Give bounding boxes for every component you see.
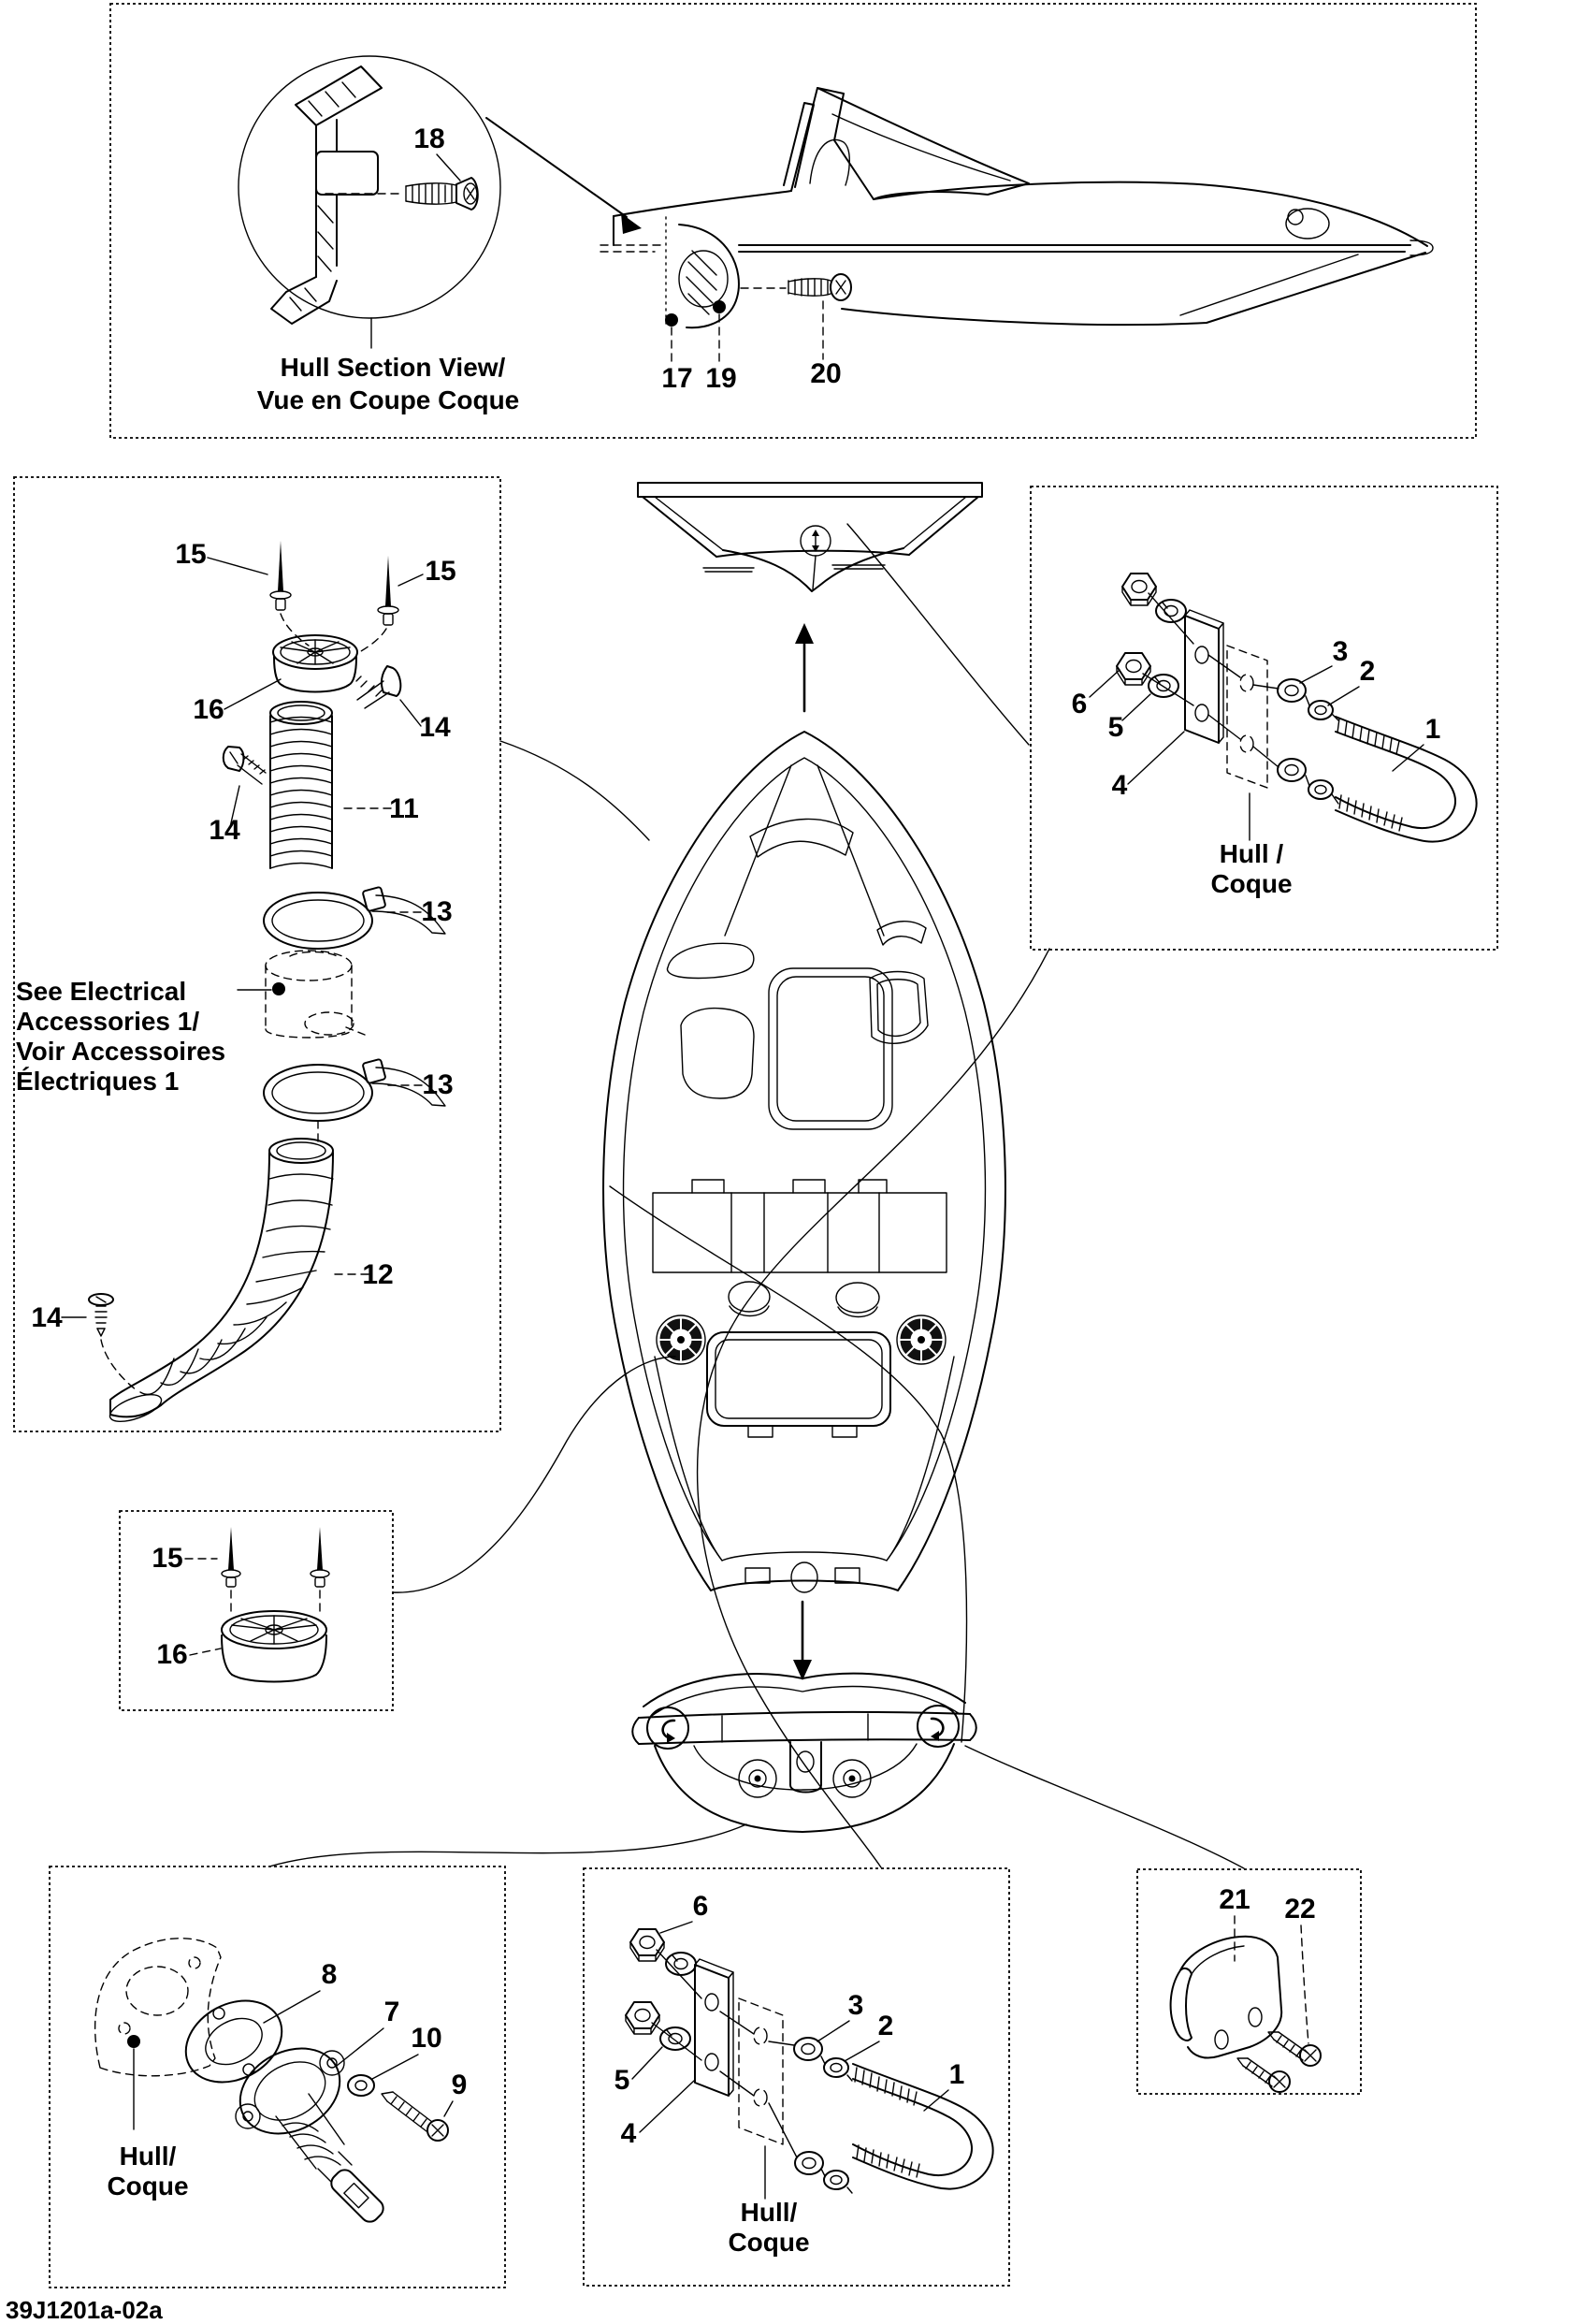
leader-curves	[269, 524, 1244, 1868]
axis-lines-b	[652, 1950, 852, 2193]
leader-6-bottom	[660, 1922, 692, 1933]
callout-4-bottom: 4	[620, 2118, 637, 2149]
callout-13a: 13	[421, 896, 453, 927]
stern-tab-port	[745, 1568, 770, 1583]
leader-15b	[398, 574, 423, 586]
push-pin-15d	[311, 1527, 329, 1613]
bow-vent-chevron	[750, 819, 853, 857]
electrical-note-2: Accessories 1/	[16, 1007, 200, 1036]
washer-3-bottom-b	[795, 2152, 823, 2174]
callout-3-right: 3	[1332, 636, 1349, 667]
callout-15a: 15	[175, 539, 207, 570]
callout-16-small: 16	[156, 1639, 188, 1670]
clamp-21	[1171, 1937, 1282, 2058]
installed-vent-starboard	[897, 1315, 946, 1364]
leader-18	[437, 154, 460, 181]
callout-7: 7	[383, 1997, 400, 2027]
callout-3-bottom: 3	[847, 1990, 864, 2021]
washer-2-bottom	[1308, 780, 1333, 799]
callout-18: 18	[413, 123, 445, 154]
nut-6-top	[1122, 574, 1156, 605]
callout-20: 20	[810, 358, 842, 389]
drain-plug-7	[225, 2032, 387, 2226]
clamp-box	[1137, 1869, 1361, 2094]
installed-vent-port	[657, 1315, 705, 1364]
callout-9: 9	[451, 2070, 468, 2100]
console-opening	[769, 968, 892, 1129]
hull-top-view	[603, 732, 1005, 1592]
nut-6-top-b	[630, 1929, 664, 1961]
callout-5-bottom: 5	[614, 2065, 630, 2096]
hull-plate-dashed	[1227, 646, 1267, 788]
leader-16-small	[190, 1649, 221, 1655]
callout-2-right: 2	[1359, 656, 1376, 687]
leader-14a	[400, 700, 421, 726]
section-title-fr: Vue en Coupe Coque	[256, 385, 520, 414]
callout-5-right: 5	[1107, 712, 1124, 743]
callout-14c: 14	[31, 1302, 63, 1333]
vent-hose-box-border	[14, 477, 500, 1431]
callout-10: 10	[411, 2023, 442, 2054]
push-pin-15c	[222, 1527, 240, 1613]
callout-13b: 13	[422, 1069, 454, 1100]
u-bolt-1-b	[853, 2064, 993, 2189]
hull-plate-dashed-b	[739, 1998, 783, 2144]
bracket-plate-4-b	[695, 1959, 733, 2096]
latch-recess-left	[647, 1707, 688, 1749]
axis-lines	[1143, 593, 1338, 804]
drain-plug-box	[50, 1866, 505, 2288]
callout-15-small: 15	[152, 1543, 183, 1574]
electrical-note-1: See Electrical	[16, 977, 187, 1006]
leader-7	[337, 2028, 383, 2066]
screw-14b	[224, 747, 266, 784]
stern-storage-opening	[707, 1332, 890, 1437]
callout-11: 11	[389, 793, 419, 824]
hull-label-bl-1: Hull/	[119, 2142, 177, 2171]
vent-hose-box	[14, 477, 500, 1431]
electrical-note-4: Électriques 1	[16, 1067, 180, 1096]
detail-arrow	[486, 118, 642, 234]
washer-2-top	[1308, 701, 1333, 719]
vent-grille-16-small	[222, 1611, 326, 1682]
hull-label-bm-2: Coque	[728, 2228, 810, 2257]
hull-cutout-dashed	[95, 1939, 221, 2076]
vent-hose-11	[270, 702, 332, 868]
push-pin-15a	[270, 541, 309, 646]
screw-14c	[89, 1294, 137, 1390]
screw-14a	[356, 666, 400, 708]
nut-6-bottom	[1117, 653, 1150, 685]
leader-4-right	[1128, 732, 1184, 784]
leader-5-bottom	[632, 2047, 662, 2079]
leader-3-bottom	[817, 2021, 849, 2041]
ubolt-box-bottom	[584, 1868, 1009, 2286]
fastener-point-19	[713, 300, 726, 313]
hull-label-bl-2: Coque	[107, 2171, 189, 2201]
callout-21: 21	[1219, 1884, 1250, 1915]
gasket-8	[172, 1984, 296, 2098]
leader-16	[224, 679, 281, 709]
callout-17: 17	[661, 363, 693, 394]
leader-3-right	[1300, 666, 1332, 683]
up-arrow	[795, 623, 814, 711]
leader-2-bottom	[845, 2041, 879, 2061]
leader-6-right	[1090, 670, 1120, 697]
callout-8: 8	[321, 1959, 338, 1990]
washer-5-top-b	[666, 1953, 696, 1975]
electrical-note-3: Voir Accessoires	[16, 1037, 226, 1066]
callout-19: 19	[705, 363, 737, 394]
stern-rear-view	[632, 1674, 976, 1832]
washer-3-bottom	[1278, 759, 1306, 781]
callout-15b: 15	[425, 556, 456, 587]
document-code: 39J1201a-02a	[6, 2296, 163, 2324]
washer-2-bottom-b	[824, 2171, 848, 2189]
hull-section-box	[110, 4, 1476, 438]
hull-label-right-1: Hull /	[1219, 839, 1284, 868]
ubolt-box-right	[1031, 487, 1497, 950]
fastener-point-17	[665, 313, 678, 327]
hull-label-right-2: Coque	[1210, 869, 1293, 898]
vent-grille-box	[120, 1511, 393, 1710]
hull-section-detail-circle	[238, 56, 500, 324]
vent-hose-12	[107, 1121, 333, 1427]
screw-20	[741, 274, 851, 300]
u-bolt-1	[1336, 717, 1477, 842]
leader-8	[264, 1991, 320, 2023]
bracket-plate-4	[1185, 610, 1223, 743]
push-pin-15b	[361, 556, 398, 651]
latch-recess-right	[918, 1706, 959, 1747]
callout-1-right: 1	[1424, 714, 1441, 745]
vent-grille-16	[273, 635, 357, 692]
leader-22	[1301, 1925, 1308, 2043]
drain-plug-box-border	[50, 1866, 505, 2288]
screw-22b	[1237, 2058, 1290, 2092]
callout-16: 16	[193, 694, 224, 725]
bow-cross-section	[661, 217, 851, 394]
screw-boss-left	[739, 1760, 776, 1797]
hull-point	[127, 2035, 140, 2048]
callout-14b: 14	[209, 815, 240, 846]
callout-14a: 14	[419, 712, 451, 743]
screw-22a	[1268, 2032, 1321, 2066]
leader-9	[444, 2101, 453, 2116]
washer-10	[348, 2075, 374, 2096]
hull-label-bm-1: Hull/	[740, 2198, 798, 2227]
leader-2-right	[1328, 687, 1359, 705]
callout-4-right: 4	[1111, 770, 1128, 801]
callout-6-bottom: 6	[692, 1891, 709, 1922]
cable-tie-13a	[264, 887, 445, 949]
callout-1-bottom: 1	[948, 2059, 965, 2090]
washer-5-bottom-b	[660, 2027, 690, 2050]
section-title-en: Hull Section View/	[280, 353, 506, 382]
callout-6-right: 6	[1071, 689, 1088, 719]
tow-eyelet	[791, 1562, 817, 1592]
down-arrow	[793, 1602, 812, 1680]
callout-2-bottom: 2	[877, 2011, 894, 2041]
leader-10	[372, 2055, 418, 2079]
windshield	[784, 88, 1029, 199]
callout-22: 22	[1284, 1894, 1316, 1925]
screw-9	[382, 2092, 448, 2141]
electrical-point	[272, 982, 285, 995]
callout-12: 12	[362, 1259, 394, 1290]
leader-5-right	[1122, 694, 1150, 720]
nut-6-bottom-b	[626, 2002, 659, 2034]
screw-boss-right	[833, 1760, 871, 1797]
leader-15a	[208, 558, 267, 574]
cable-tie-13b	[264, 1059, 445, 1121]
bow-front-view	[638, 483, 982, 591]
rear-deck-tray	[653, 1180, 947, 1272]
leader-4-bottom	[640, 2081, 694, 2132]
